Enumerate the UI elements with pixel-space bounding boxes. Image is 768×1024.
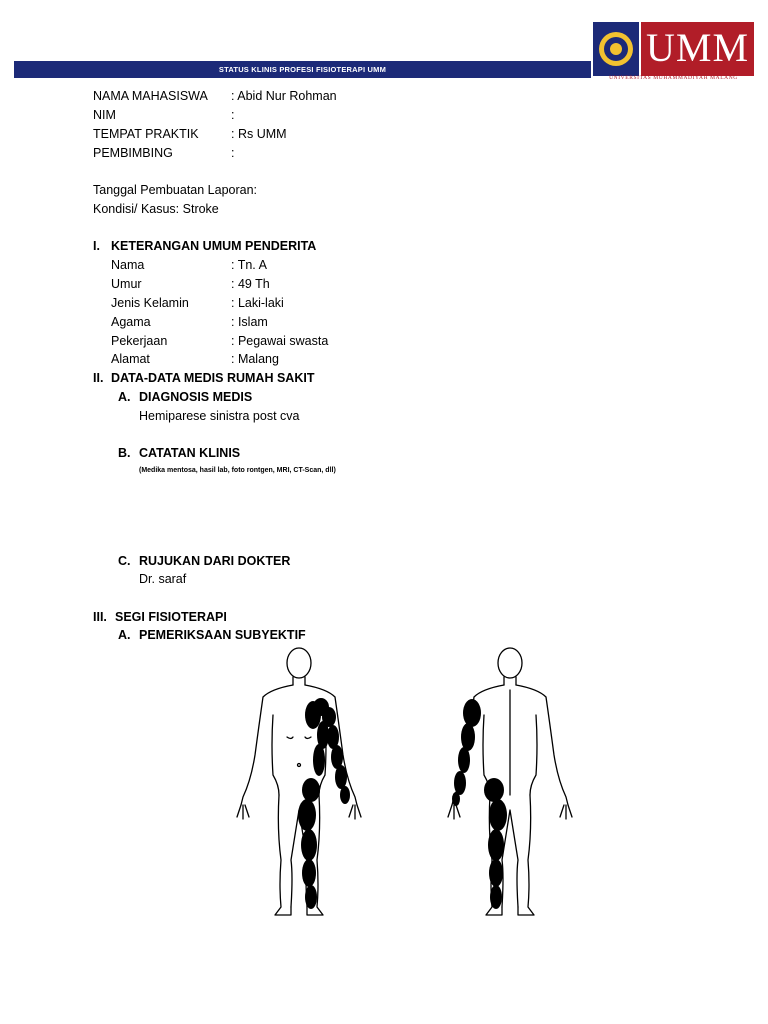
section3-a-title: PEMERIKSAAN SUBYEKTIF (139, 628, 306, 642)
student-value-name: : Abid Nur Rohman (231, 89, 337, 103)
condition: Kondisi/ Kasus: Stroke (93, 202, 219, 216)
clinical-notes-hint: (Medika mentosa, hasil lab, foto rontgen, MRI, CT-Scan, dll) (139, 467, 336, 474)
body-chart-back (440, 645, 580, 920)
patient-value-sex: : Laki-laki (231, 296, 284, 310)
section2-a-letter: A. (118, 390, 131, 404)
patient-value-age: : 49 Th (231, 277, 270, 291)
student-value-supervisor: : (231, 146, 235, 160)
umm-logo (593, 22, 754, 82)
section3-num: III. (93, 610, 107, 624)
patient-label-job: Pekerjaan (111, 334, 168, 348)
patient-value-address: : Malang (231, 352, 279, 366)
section2-b-title: CATATAN KLINIS (139, 446, 241, 460)
patient-value-name: : Tn. A (231, 258, 267, 272)
student-value-place: : Rs UMM (231, 127, 287, 141)
student-label-supervisor: PEMBIMBING (93, 146, 173, 160)
section2-c-title: RUJUKAN DARI DOKTER (139, 554, 291, 568)
patient-label-age: Umur (111, 277, 142, 291)
student-value-nim: : (231, 108, 235, 122)
section2-title: DATA-DATA MEDIS RUMAH SAKIT (111, 371, 315, 385)
section2-b-letter: B. (118, 446, 131, 460)
referral-text: Dr. saraf (139, 572, 187, 586)
diagnosis-text: Hemiparese sinistra post cva (139, 409, 300, 423)
student-label-name: NAMA MAHASISWA (93, 89, 208, 103)
patient-label-name: Nama (111, 258, 145, 272)
logo-subtitle: UNIVERSITAS MUHAMMADIYAH MALANG (609, 75, 738, 81)
section2-c-letter: C. (118, 554, 131, 568)
section1-title: KETERANGAN UMUM PENDERITA (111, 239, 317, 253)
patient-value-job: : Pegawai swasta (231, 334, 329, 348)
header-banner: STATUS KLINIS PROFESI FISIOTERAPI UMM (14, 61, 591, 78)
emblem-icon (593, 22, 639, 76)
report-date: Tanggal Pembuatan Laporan: (93, 183, 258, 197)
section2-a-title: DIAGNOSIS MEDIS (139, 390, 253, 404)
patient-label-address: Alamat (111, 352, 150, 366)
student-label-nim: NIM (93, 108, 116, 122)
logo-text: UMM (645, 25, 750, 70)
body-chart-front (235, 645, 375, 920)
patient-label-sex: Jenis Kelamin (111, 296, 189, 310)
section2-num: II. (93, 371, 104, 385)
section3-title: SEGI FISIOTERAPI (115, 610, 227, 624)
patient-value-religion: : Islam (231, 315, 268, 329)
section3-a-letter: A. (118, 628, 131, 642)
student-label-place: TEMPAT PRAKTIK (93, 127, 199, 141)
patient-label-religion: Agama (111, 315, 151, 329)
section1-num: I. (93, 239, 100, 253)
